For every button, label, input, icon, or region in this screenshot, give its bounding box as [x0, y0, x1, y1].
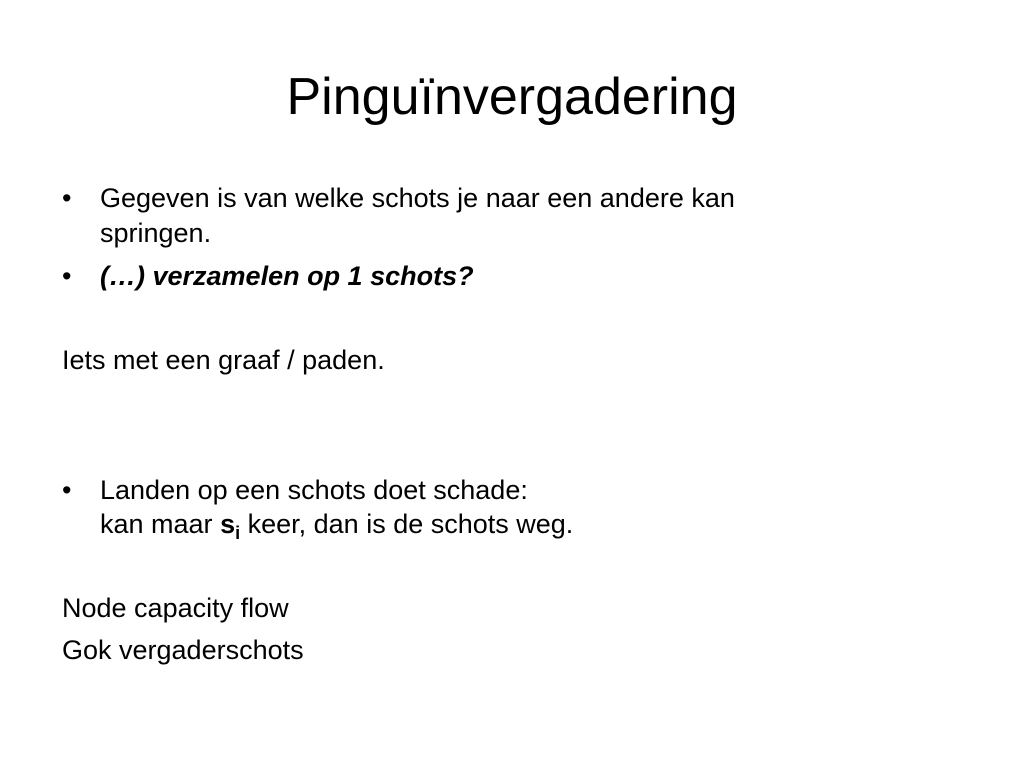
- paragraph-gok-vergaderschots: Gok vergaderschots: [62, 635, 304, 665]
- variable-subscript-i: i: [235, 523, 241, 543]
- bullet-2-text: (…) verzamelen op 1 schots?: [100, 261, 474, 291]
- bullet-3-line-2-prefix: kan maar: [100, 509, 221, 539]
- bullet-1-line-1: Gegeven is van welke schots je naar een andere kan: [100, 183, 735, 213]
- bullet-2-glyph: •: [62, 261, 72, 291]
- paragraph-graph-paths: Iets met een graaf / paden.: [62, 345, 385, 375]
- bullet-3-line-2: [100, 508, 573, 550]
- bullet-1-glyph: •: [62, 183, 72, 213]
- bullet-3-line-1: Landen op een schots doet schade:: [100, 475, 528, 505]
- bullet-3-line-2-suffix: keer, dan is de schots weg.: [240, 509, 574, 539]
- bullet-1-line-2: springen.: [100, 218, 212, 248]
- slide-title: Pinguïnvergadering: [286, 68, 738, 126]
- variable-s: s: [220, 509, 236, 539]
- bullet-3-glyph: •: [62, 475, 72, 505]
- paragraph-node-capacity-flow: Node capacity flow: [62, 593, 289, 623]
